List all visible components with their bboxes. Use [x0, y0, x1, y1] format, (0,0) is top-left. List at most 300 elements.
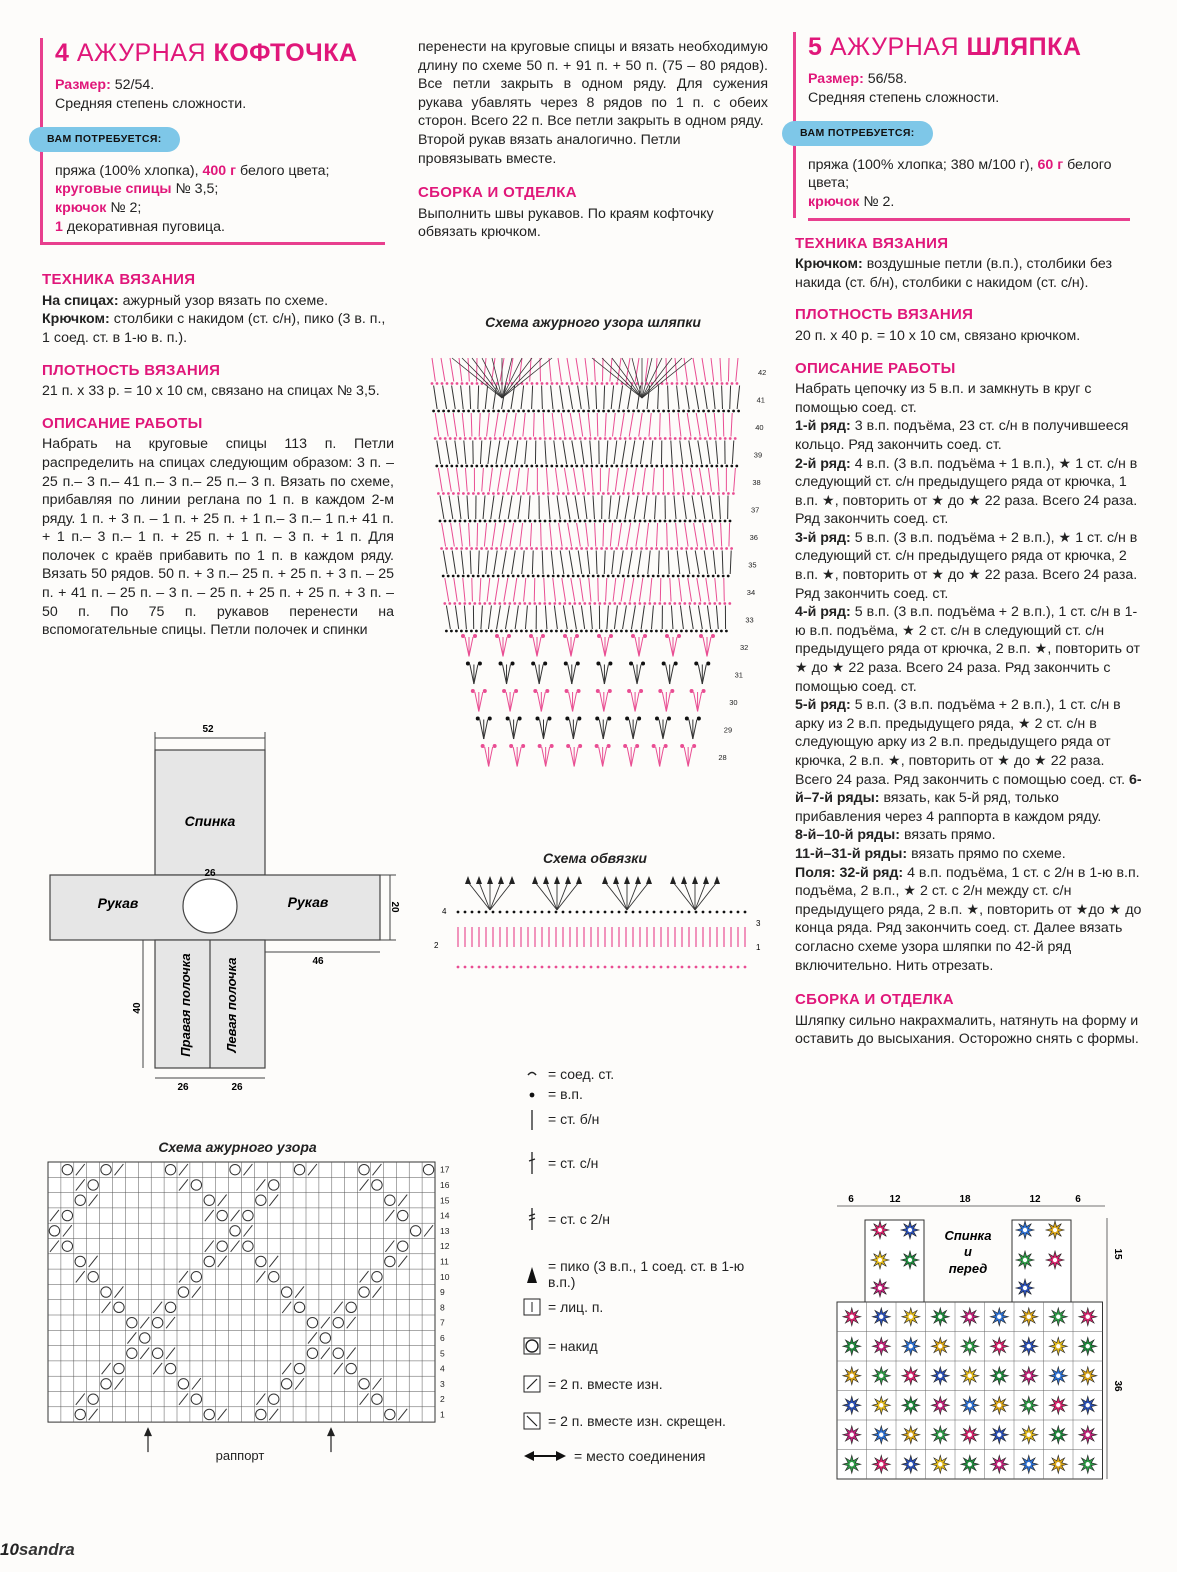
hat-stitch: [461, 551, 464, 575]
hat-chain-dot: [478, 662, 482, 666]
hat-chain-dot: [715, 630, 718, 633]
hat-stitch: [542, 386, 543, 410]
hat-stitch: [554, 606, 557, 630]
hat-chain-dot: [605, 630, 608, 633]
hat-stitch: [465, 468, 467, 492]
hat-chain-dot: [560, 547, 563, 550]
edge-chain-dot: [485, 911, 488, 914]
hat-chain-dot: [712, 410, 715, 413]
edge-chain-dot-bottom: [730, 966, 733, 969]
hat-chain-dot: [481, 744, 485, 748]
hat-chain-dot: [540, 547, 543, 550]
hat-stitch: [497, 606, 501, 630]
edge-chain-dot: [653, 911, 656, 914]
hat-stitch: [701, 496, 705, 520]
hat-chain-dot: [597, 634, 601, 638]
hat-stitch: [498, 468, 502, 492]
hat-chain-dot: [557, 575, 560, 578]
hat-chain-dot: [490, 630, 493, 633]
hat-fan-stitch: [605, 637, 609, 657]
edge-chain-dot-bottom: [674, 966, 677, 969]
hat-chain-dot: [697, 575, 700, 578]
hat-stitch: [596, 386, 597, 410]
motif-star-upper-center: [908, 1258, 912, 1262]
hat-stitch: [716, 441, 718, 465]
hat-chain-dot: [520, 630, 523, 633]
hat-chain-dot: [700, 630, 703, 633]
hat-chain-dot: [725, 630, 728, 633]
hat-chain-dot: [601, 382, 604, 385]
hat-chain-dot: [721, 382, 724, 385]
motif-star-center: [1027, 1462, 1031, 1466]
hat-chain-dot: [615, 630, 618, 633]
hat-stitch: [437, 441, 441, 465]
hat-chain-dot: [667, 410, 670, 413]
hat-chain-dot: [708, 602, 711, 605]
hat-stitch: [501, 523, 505, 547]
hat-stitch: [681, 468, 684, 492]
hat-chain-dot: [575, 634, 579, 638]
hat-chain-dot: [674, 437, 677, 440]
label-right-front: Правая полочка: [178, 953, 193, 1057]
hat-chain-dot: [432, 410, 435, 413]
edge-chain-dot-bottom: [478, 966, 481, 969]
edge-chain-dot: [457, 911, 460, 914]
hat-chain-dot: [580, 547, 583, 550]
motif-star-center: [1086, 1403, 1090, 1407]
hat-stitch: [551, 551, 554, 575]
hat-stitch: [638, 551, 642, 575]
hat-fan-stitch: [539, 665, 543, 685]
hat-stitch: [527, 468, 529, 492]
hat-chain-dot: [519, 520, 522, 523]
hat-stitch: [644, 496, 647, 520]
hat-chain-dot: [652, 575, 655, 578]
hat-stitch: [671, 441, 672, 465]
edge-picot: [509, 876, 515, 884]
hat-chain-dot: [474, 437, 477, 440]
hat-stitch: [563, 441, 567, 465]
edge-picot: [714, 876, 720, 884]
hat-stitch: [560, 386, 564, 410]
hat-chain-dot: [607, 717, 611, 721]
hat-stitch: [698, 441, 702, 465]
hat-chain-dot: [639, 520, 642, 523]
hat-fan-stitch: [479, 692, 483, 712]
kofta-title-number: 4: [55, 39, 70, 67]
hat-fan-stitch: [702, 665, 706, 685]
hat-stitch: [572, 606, 576, 630]
hat-row-number: 32: [740, 642, 749, 652]
hat-chain-dot: [574, 520, 577, 523]
hat-chain-dot: [731, 382, 734, 385]
kofta-mat1: пряжа (100% хлопка),: [55, 162, 199, 179]
hat-stitch: [525, 606, 527, 630]
hat-row-number: 34: [746, 587, 756, 597]
hat-stitch: [594, 358, 595, 382]
hat-chain-dot: [712, 575, 715, 578]
hat-chain-dot: [572, 492, 575, 495]
hat-stitch: [737, 386, 739, 410]
hat-chain-dot: [493, 744, 497, 748]
hat-chain-dot: [540, 465, 543, 468]
hat-chain-dot: [598, 602, 601, 605]
hat-chain-dot: [529, 520, 532, 523]
hat-chain-dot: [674, 520, 677, 523]
hat-chain-dot: [459, 437, 462, 440]
edge-chain-dot-bottom: [548, 966, 551, 969]
edge-chain-dot: [555, 911, 558, 914]
hat-stitch: [446, 441, 450, 465]
hat-stitch: [576, 358, 580, 382]
hat-chain-dot: [658, 689, 662, 693]
hat-chain-dot: [684, 520, 687, 523]
hat-stitch: [641, 606, 644, 630]
hat-stitch: [614, 441, 617, 465]
hat-chain-dot: [682, 575, 685, 578]
hat-chain-dot: [705, 465, 708, 468]
hat-chain-dot: [690, 547, 693, 550]
hat-chain-dot: [737, 410, 740, 413]
knit-row-number: 15: [440, 1195, 450, 1206]
kofta-tech2-label: Крючком:: [42, 311, 110, 328]
hat-chain-dot: [717, 575, 720, 578]
edge-fan-stitch: [490, 882, 512, 910]
hat-stitch: [545, 606, 547, 630]
hat-stitch: [702, 358, 706, 382]
hat-chain-dot: [652, 744, 656, 748]
hat-chain-dot: [476, 717, 480, 721]
hat-stitch: [613, 578, 616, 602]
legend-item-dc: [522, 1152, 598, 1174]
hat-chain-dot: [684, 437, 687, 440]
hat-stitch: [577, 523, 581, 547]
hat-stitch: [732, 441, 733, 465]
motif-star-center: [968, 1462, 972, 1466]
motif-top-number: 6: [848, 1194, 854, 1205]
hat-stitch: [483, 496, 485, 520]
hat-chain-dot: [660, 547, 663, 550]
hat-stitch: [714, 413, 716, 437]
hat-chain-dot: [552, 575, 555, 578]
hat-fan-stitch: [635, 637, 639, 657]
hat-chain-dot: [706, 382, 709, 385]
legend-item-knit: [522, 1296, 603, 1318]
hat-stitch: [719, 496, 720, 520]
hat-stitch: [452, 551, 456, 575]
hat-density-text: 20 п. х 40 р. = 10 х 10 см, связано крючком.: [795, 327, 1081, 344]
hat-chain-dot: [495, 634, 499, 638]
hat-chain-dot: [722, 575, 725, 578]
hat-chain-dot: [526, 382, 529, 385]
hat-chain-dot: [552, 410, 555, 413]
hat-chain-dot: [627, 689, 631, 693]
hat-chain-dot: [709, 437, 712, 440]
hat-chain-dot: [461, 634, 465, 638]
hat-chain-dot: [672, 575, 675, 578]
hat-chain-dot: [449, 520, 452, 523]
hat-chain-dot: [677, 575, 680, 578]
edge-picot: [646, 876, 652, 884]
hat-stitch: [582, 468, 585, 492]
edge-chain-dot: [506, 911, 509, 914]
hat-row-number: 42: [758, 367, 767, 377]
hat-row5-label: 5-й ряд:: [795, 697, 851, 714]
edge-chain-dot: [499, 911, 502, 914]
hat-chain-dot: [671, 382, 674, 385]
yo-icon: [522, 1335, 542, 1357]
hat-chain-dot: [479, 520, 482, 523]
hat-chain-dot: [454, 520, 457, 523]
edge-chain-dot: [646, 911, 649, 914]
hat-chain-dot: [682, 410, 685, 413]
hat-chain-dot: [725, 547, 728, 550]
edge-chain-dot-bottom: [590, 966, 593, 969]
hat-row-number: 36: [749, 532, 758, 542]
hat-chain-dot: [541, 634, 545, 638]
motif-star-center: [879, 1315, 883, 1319]
hat-stitch: [623, 606, 627, 630]
hat-chain-dot: [600, 630, 603, 633]
hat-chain-dot: [582, 492, 585, 495]
hat-chain-dot: [639, 437, 642, 440]
edge-chain-dot-bottom: [534, 966, 537, 969]
hat-chain-dot: [507, 492, 510, 495]
motif-star-center: [968, 1403, 972, 1407]
edge-crochet-chart: [430, 872, 770, 982]
legend-item-join: [522, 1063, 614, 1085]
hat-chain-dot: [685, 630, 688, 633]
hat-chain-dot: [597, 410, 600, 413]
motif-star-center: [909, 1433, 913, 1437]
hat-fan-stitch: [499, 637, 503, 657]
hat-chain-dot: [542, 575, 545, 578]
picot-icon: [522, 1263, 542, 1285]
hat-chain-dot: [538, 602, 541, 605]
edge-picot: [635, 876, 641, 884]
hat-chain-dot: [502, 410, 505, 413]
hat-chain-dot: [595, 465, 598, 468]
motif-star-center: [850, 1344, 854, 1348]
edge-chain-dot-bottom: [513, 966, 516, 969]
hat-chain-dot: [460, 630, 463, 633]
motif-star-center: [938, 1315, 942, 1319]
hat-fan-stitch: [539, 720, 543, 740]
kofta-mat3-size: № 2;: [110, 199, 142, 216]
hat-chain-dot: [710, 547, 713, 550]
hat-chain-dot: [455, 630, 458, 633]
hat-chain-dot: [670, 689, 674, 693]
hat-stitch: [631, 441, 635, 465]
hat-chain-dot: [693, 602, 696, 605]
hat-fan-stitch: [670, 665, 674, 685]
hat-chain-dot: [607, 575, 610, 578]
hat-stitch: [553, 578, 556, 602]
edge-chain-dot: [548, 911, 551, 914]
hat-chain-dot: [680, 630, 683, 633]
hat-stitch: [598, 578, 599, 602]
hat-stitch: [622, 441, 626, 465]
edge-chain-dot: [660, 911, 663, 914]
edge-chain-dot: [590, 911, 593, 914]
hat-stitch: [558, 358, 561, 382]
hat-chain-dot: [714, 437, 717, 440]
edge-chain-dot-bottom: [646, 966, 649, 969]
hat-chain-dot: [699, 520, 702, 523]
edge-fan-stitch: [673, 882, 695, 910]
edge-chain-dot-bottom: [702, 966, 705, 969]
hat-fan-stitch: [574, 747, 578, 767]
hat-chain-dot: [635, 630, 638, 633]
hat-chain-dot: [578, 744, 582, 748]
edge-fan-stitch: [695, 882, 717, 910]
hat-stitch: [703, 523, 707, 547]
hat-chain-dot: [471, 382, 474, 385]
motif-star-center: [879, 1374, 883, 1378]
hat-stitch: [722, 386, 723, 410]
hat-chain-dot: [622, 492, 625, 495]
hat-chain-dot: [640, 630, 643, 633]
hat-fan-stitch: [639, 637, 643, 657]
hat-chain-dot: [612, 410, 615, 413]
hat-row67-text: вязать, как 5-й ряд, только прибавления через 4 раппорта в каждом ряду.: [795, 790, 1102, 825]
hat-chain-dot: [512, 410, 515, 413]
hat-stitch: [729, 523, 730, 547]
hat-fan-stitch: [689, 720, 693, 740]
hat-chain-dot: [705, 547, 708, 550]
hat-chain-dot: [458, 602, 461, 605]
hat-fan-stitch: [570, 747, 574, 767]
motif-star-center: [1056, 1315, 1060, 1319]
hat-chain-dot: [469, 520, 472, 523]
edge-chain-dot: [667, 911, 670, 914]
hat-chain-dot: [447, 575, 450, 578]
hat-chain-dot: [614, 437, 617, 440]
hat-chain-dot: [450, 465, 453, 468]
hat-chain-dot: [568, 602, 571, 605]
hat-chain-dot: [717, 492, 720, 495]
hat-chain-dot: [512, 492, 515, 495]
hat-chain-dot: [593, 602, 596, 605]
hat-chain-dot: [577, 492, 580, 495]
edge-chain-dot-bottom: [492, 966, 495, 969]
hat-fan-stitch: [513, 747, 517, 767]
hat-chain-dot: [497, 575, 500, 578]
hat-stitch: [447, 468, 451, 492]
hat-fan-stitch: [489, 747, 493, 767]
hat-chain-dot: [637, 410, 640, 413]
hat-stitch: [446, 606, 450, 630]
hat-chain-dot: [543, 662, 547, 666]
hat-stitch: [590, 441, 592, 465]
hat-stitch: [728, 358, 729, 382]
hat-chain-dot: [533, 689, 537, 693]
hat-stitch: [575, 496, 579, 520]
hat-fan-stitch: [633, 720, 637, 740]
hat-stitch: [606, 578, 607, 602]
hat-stitch: [723, 413, 724, 437]
hat-chain-dot: [720, 547, 723, 550]
hat-chain-dot: [536, 382, 539, 385]
hat-chain-dot: [690, 689, 694, 693]
hat-chain-dot: [498, 602, 501, 605]
hat-fan-stitch: [542, 747, 546, 767]
hat-chain-dot: [609, 634, 613, 638]
hat-chain-dot: [728, 602, 731, 605]
knit-row-number: 16: [440, 1179, 450, 1190]
hat-chain-dot: [704, 437, 707, 440]
hat-chain-dot: [716, 382, 719, 385]
legend-text-sc: = ст. б/н: [548, 1111, 600, 1127]
hat-stitch: [612, 551, 615, 575]
hat-chain-dot: [515, 547, 518, 550]
kofta-need-badge: ВАМ ПОТРЕБУЕТСЯ:: [29, 127, 180, 152]
legend-item-tr: [522, 1208, 610, 1230]
kofta-size-value: 52/54.: [114, 77, 155, 93]
hat-fan-stitch: [484, 720, 488, 740]
edge-chain-dot: [688, 911, 691, 914]
hat-fan-stitch: [537, 637, 541, 657]
hat-chain-dot: [618, 602, 621, 605]
hat-row810-text: вязать прямо.: [903, 827, 996, 844]
hat-stitch: [687, 413, 691, 437]
hat-chain-dot: [642, 575, 645, 578]
hat-chain-dot: [699, 634, 703, 638]
hat-chain-dot: [643, 634, 647, 638]
hat-chain-dot: [567, 410, 570, 413]
hat-chain-dot: [571, 382, 574, 385]
hat-desc-intro: Набрать цепочку из 5 в.п. и замкнуть в круг с помощью соед. ст.: [795, 381, 1092, 416]
edge-picot: [576, 876, 582, 884]
hat-stitch: [680, 441, 683, 465]
hat-chain-dot: [517, 410, 520, 413]
motif-star-center: [909, 1374, 913, 1378]
legend-text-join-arrow: = место соединения: [574, 1448, 706, 1464]
hat-chain-dot: [492, 410, 495, 413]
motif-star-upper-center: [1023, 1258, 1027, 1262]
legend-text-k2togx: = 2 п. вместе изн. скрещен.: [548, 1413, 726, 1429]
edge-picot: [670, 876, 676, 884]
hat-fan-stitch: [533, 637, 537, 657]
hat-chain-dot: [650, 465, 653, 468]
hat-stitch: [480, 578, 481, 602]
hat-chain-dot: [602, 492, 605, 495]
hat-stitch: [585, 358, 588, 382]
hat-stitch: [636, 523, 640, 547]
hat-tech-label: Крючком:: [795, 256, 863, 273]
hat-chain-dot: [672, 492, 675, 495]
hat-chain-dot: [710, 630, 713, 633]
hat-chain-dot: [677, 492, 680, 495]
hat-chain-dot: [555, 465, 558, 468]
hat-chain-dot: [663, 602, 666, 605]
hat-chain-dot: [724, 520, 727, 523]
hat-chain-dot: [694, 662, 698, 666]
hat-chain-dot: [629, 437, 632, 440]
hat-chain-dot: [585, 547, 588, 550]
dc-icon: [522, 1152, 542, 1174]
edge-chain-dot-bottom: [457, 966, 460, 969]
hat-chain-dot: [650, 547, 653, 550]
hat-chain-dot: [727, 575, 730, 578]
hat-chain-dot: [454, 437, 457, 440]
hat-stitch: [469, 523, 470, 547]
hat-stitch: [486, 551, 488, 575]
hat-chain-dot: [485, 547, 488, 550]
hat-chain-dot: [664, 744, 668, 748]
hat-chain-dot: [616, 382, 619, 385]
hat-row-number: 29: [723, 725, 733, 735]
